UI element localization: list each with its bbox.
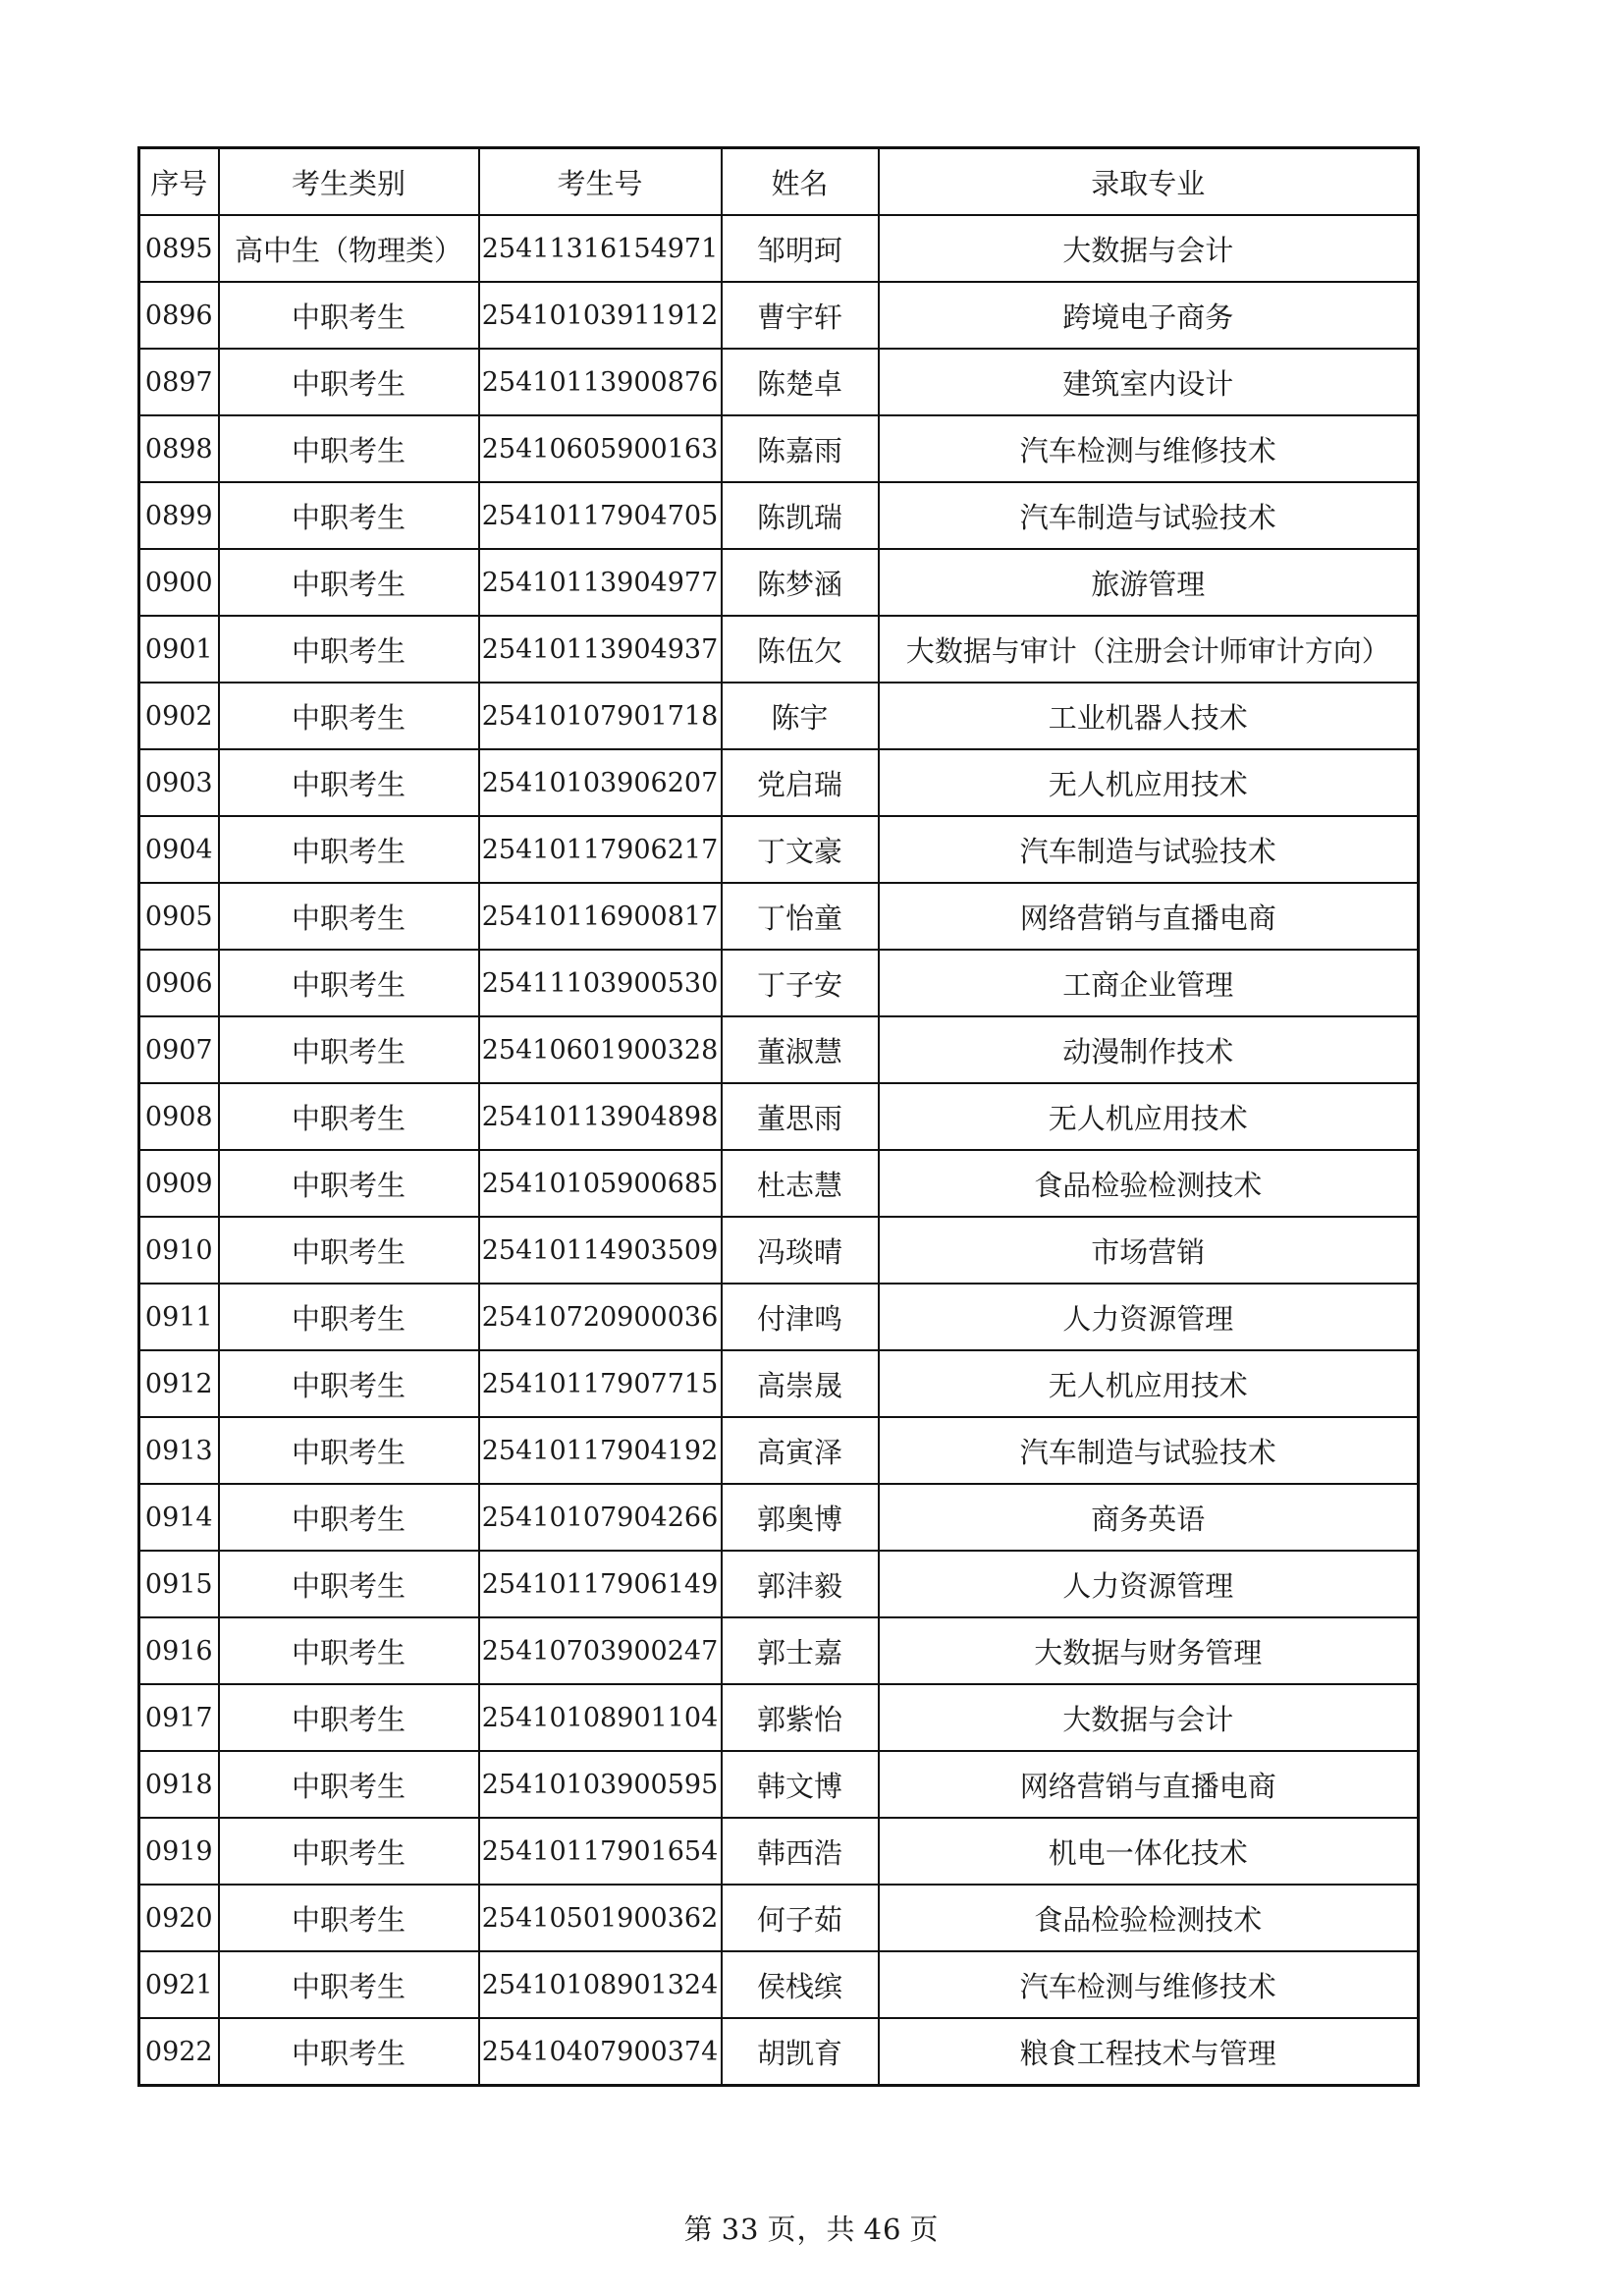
cell-name: 陈梦涵 bbox=[722, 549, 879, 616]
cell-exam-id: 25410605900163 bbox=[479, 415, 722, 482]
cell-seq: 0895 bbox=[139, 215, 219, 282]
cell-major: 网络营销与直播电商 bbox=[879, 1751, 1419, 1818]
cell-exam-id: 25410107901718 bbox=[479, 683, 722, 749]
cell-exam-id: 25410720900036 bbox=[479, 1284, 722, 1350]
cell-major: 汽车制造与试验技术 bbox=[879, 816, 1419, 883]
table-header-row bbox=[139, 148, 1419, 216]
cell-exam-id: 25410113904977 bbox=[479, 549, 722, 616]
table-row bbox=[139, 1417, 1419, 1484]
cell-seq: 0904 bbox=[139, 816, 219, 883]
cell-seq: 0901 bbox=[139, 616, 219, 683]
table-row bbox=[139, 816, 1419, 883]
header-name: 姓名 bbox=[722, 148, 879, 216]
cell-category: 中职考生 bbox=[219, 1217, 479, 1284]
cell-exam-id: 25410107904266 bbox=[479, 1484, 722, 1551]
table-row bbox=[139, 1951, 1419, 2018]
cell-seq: 0898 bbox=[139, 415, 219, 482]
cell-name: 韩西浩 bbox=[722, 1818, 879, 1885]
cell-category: 中职考生 bbox=[219, 1484, 479, 1551]
table-body bbox=[139, 215, 1419, 2086]
cell-major: 无人机应用技术 bbox=[879, 749, 1419, 816]
cell-name: 陈伍欠 bbox=[722, 616, 879, 683]
cell-seq: 0905 bbox=[139, 883, 219, 950]
cell-exam-id: 25410113904898 bbox=[479, 1083, 722, 1150]
cell-exam-id: 25410601900328 bbox=[479, 1016, 722, 1083]
cell-category: 中职考生 bbox=[219, 1350, 479, 1417]
cell-major: 工业机器人技术 bbox=[879, 683, 1419, 749]
cell-major: 建筑室内设计 bbox=[879, 349, 1419, 415]
table-row bbox=[139, 349, 1419, 415]
cell-exam-id: 25410116900817 bbox=[479, 883, 722, 950]
cell-seq: 0909 bbox=[139, 1150, 219, 1217]
cell-category: 中职考生 bbox=[219, 482, 479, 549]
cell-name: 何子茹 bbox=[722, 1885, 879, 1951]
cell-major: 市场营销 bbox=[879, 1217, 1419, 1284]
cell-major: 食品检验检测技术 bbox=[879, 1150, 1419, 1217]
cell-major: 大数据与会计 bbox=[879, 215, 1419, 282]
cell-name: 曹宇轩 bbox=[722, 282, 879, 349]
cell-exam-id: 25410114903509 bbox=[479, 1217, 722, 1284]
cell-major: 汽车检测与维修技术 bbox=[879, 1951, 1419, 2018]
cell-category: 中职考生 bbox=[219, 1751, 479, 1818]
cell-exam-id: 25410407900374 bbox=[479, 2018, 722, 2086]
cell-major: 旅游管理 bbox=[879, 549, 1419, 616]
cell-seq: 0907 bbox=[139, 1016, 219, 1083]
cell-exam-id: 25410117906217 bbox=[479, 816, 722, 883]
cell-category: 中职考生 bbox=[219, 1150, 479, 1217]
cell-exam-id: 25410113900876 bbox=[479, 349, 722, 415]
cell-category: 中职考生 bbox=[219, 950, 479, 1016]
cell-exam-id: 25410117904705 bbox=[479, 482, 722, 549]
admission-table-container bbox=[137, 146, 1420, 2087]
cell-exam-id: 25410108901104 bbox=[479, 1684, 722, 1751]
cell-name: 高寅泽 bbox=[722, 1417, 879, 1484]
table-row bbox=[139, 1751, 1419, 1818]
cell-name: 侯栈缤 bbox=[722, 1951, 879, 2018]
table-row bbox=[139, 1083, 1419, 1150]
table-row bbox=[139, 482, 1419, 549]
cell-name: 郭奥博 bbox=[722, 1484, 879, 1551]
cell-seq: 0915 bbox=[139, 1551, 219, 1617]
table-row bbox=[139, 1617, 1419, 1684]
cell-name: 邹明珂 bbox=[722, 215, 879, 282]
cell-seq: 0918 bbox=[139, 1751, 219, 1818]
cell-exam-id: 25410108901324 bbox=[479, 1951, 722, 2018]
cell-major: 无人机应用技术 bbox=[879, 1083, 1419, 1150]
footer-prefix: 第 bbox=[683, 2213, 714, 2246]
table-row bbox=[139, 616, 1419, 683]
footer-suffix: 页 bbox=[909, 2213, 940, 2246]
cell-category: 中职考生 bbox=[219, 749, 479, 816]
cell-exam-id: 25410501900362 bbox=[479, 1885, 722, 1951]
cell-name: 郭沣毅 bbox=[722, 1551, 879, 1617]
cell-category: 中职考生 bbox=[219, 1818, 479, 1885]
cell-seq: 0920 bbox=[139, 1885, 219, 1951]
cell-seq: 0921 bbox=[139, 1951, 219, 2018]
cell-seq: 0900 bbox=[139, 549, 219, 616]
cell-seq: 0903 bbox=[139, 749, 219, 816]
cell-exam-id: 25411316154971 bbox=[479, 215, 722, 282]
cell-name: 陈凯瑞 bbox=[722, 482, 879, 549]
cell-name: 韩文博 bbox=[722, 1751, 879, 1818]
cell-major: 汽车制造与试验技术 bbox=[879, 1417, 1419, 1484]
cell-category: 中职考生 bbox=[219, 2018, 479, 2086]
table-row bbox=[139, 683, 1419, 749]
table-row bbox=[139, 2018, 1419, 2086]
cell-name: 丁文豪 bbox=[722, 816, 879, 883]
cell-category: 中职考生 bbox=[219, 1083, 479, 1150]
cell-category: 中职考生 bbox=[219, 1684, 479, 1751]
cell-seq: 0899 bbox=[139, 482, 219, 549]
cell-seq: 0917 bbox=[139, 1684, 219, 1751]
cell-name: 党启瑞 bbox=[722, 749, 879, 816]
cell-name: 冯琰晴 bbox=[722, 1217, 879, 1284]
cell-major: 商务英语 bbox=[879, 1484, 1419, 1551]
cell-category: 中职考生 bbox=[219, 883, 479, 950]
cell-seq: 0896 bbox=[139, 282, 219, 349]
cell-name: 陈宇 bbox=[722, 683, 879, 749]
table-row bbox=[139, 1350, 1419, 1417]
cell-exam-id: 25410103911912 bbox=[479, 282, 722, 349]
cell-exam-id: 25410703900247 bbox=[479, 1617, 722, 1684]
cell-exam-id: 25410103906207 bbox=[479, 749, 722, 816]
table-row bbox=[139, 749, 1419, 816]
cell-major: 粮食工程技术与管理 bbox=[879, 2018, 1419, 2086]
cell-name: 董思雨 bbox=[722, 1083, 879, 1150]
cell-seq: 0919 bbox=[139, 1818, 219, 1885]
cell-name: 陈嘉雨 bbox=[722, 415, 879, 482]
cell-category: 中职考生 bbox=[219, 1885, 479, 1951]
footer-middle: 页，共 bbox=[767, 2213, 856, 2246]
admission-table bbox=[137, 146, 1420, 2087]
cell-major: 食品检验检测技术 bbox=[879, 1885, 1419, 1951]
table-row bbox=[139, 1885, 1419, 1951]
cell-name: 付津鸣 bbox=[722, 1284, 879, 1350]
cell-name: 杜志慧 bbox=[722, 1150, 879, 1217]
cell-category: 中职考生 bbox=[219, 616, 479, 683]
cell-name: 郭士嘉 bbox=[722, 1617, 879, 1684]
cell-exam-id: 25410117906149 bbox=[479, 1551, 722, 1617]
cell-major: 跨境电子商务 bbox=[879, 282, 1419, 349]
cell-category: 中职考生 bbox=[219, 282, 479, 349]
cell-major: 动漫制作技术 bbox=[879, 1016, 1419, 1083]
cell-major: 汽车制造与试验技术 bbox=[879, 482, 1419, 549]
footer-current-page: 33 bbox=[721, 2213, 760, 2246]
cell-seq: 0910 bbox=[139, 1217, 219, 1284]
table-row bbox=[139, 1484, 1419, 1551]
cell-category: 中职考生 bbox=[219, 415, 479, 482]
table-row bbox=[139, 1551, 1419, 1617]
table-row bbox=[139, 1284, 1419, 1350]
cell-name: 董淑慧 bbox=[722, 1016, 879, 1083]
header-category: 考生类别 bbox=[219, 148, 479, 216]
header-major: 录取专业 bbox=[879, 148, 1419, 216]
cell-name: 陈楚卓 bbox=[722, 349, 879, 415]
cell-name: 丁怡童 bbox=[722, 883, 879, 950]
cell-category: 中职考生 bbox=[219, 549, 479, 616]
cell-category: 中职考生 bbox=[219, 816, 479, 883]
cell-category: 中职考生 bbox=[219, 349, 479, 415]
cell-category: 中职考生 bbox=[219, 1951, 479, 2018]
cell-major: 机电一体化技术 bbox=[879, 1818, 1419, 1885]
cell-name: 丁子安 bbox=[722, 950, 879, 1016]
cell-major: 汽车检测与维修技术 bbox=[879, 415, 1419, 482]
cell-category: 中职考生 bbox=[219, 1417, 479, 1484]
cell-category: 中职考生 bbox=[219, 1016, 479, 1083]
header-seq: 序号 bbox=[139, 148, 219, 216]
table-row bbox=[139, 950, 1419, 1016]
cell-category: 中职考生 bbox=[219, 1617, 479, 1684]
cell-exam-id: 25410103900595 bbox=[479, 1751, 722, 1818]
cell-exam-id: 25410117904192 bbox=[479, 1417, 722, 1484]
header-exam-id: 考生号 bbox=[479, 148, 722, 216]
table-row bbox=[139, 1217, 1419, 1284]
table-row bbox=[139, 215, 1419, 282]
cell-name: 高崇晟 bbox=[722, 1350, 879, 1417]
cell-major: 大数据与财务管理 bbox=[879, 1617, 1419, 1684]
cell-category: 中职考生 bbox=[219, 683, 479, 749]
table-row bbox=[139, 549, 1419, 616]
cell-seq: 0922 bbox=[139, 2018, 219, 2086]
cell-seq: 0897 bbox=[139, 349, 219, 415]
cell-seq: 0902 bbox=[139, 683, 219, 749]
table-row bbox=[139, 1150, 1419, 1217]
cell-exam-id: 25410117907715 bbox=[479, 1350, 722, 1417]
cell-seq: 0911 bbox=[139, 1284, 219, 1350]
cell-exam-id: 25411103900530 bbox=[479, 950, 722, 1016]
cell-major: 无人机应用技术 bbox=[879, 1350, 1419, 1417]
cell-major: 工商企业管理 bbox=[879, 950, 1419, 1016]
cell-seq: 0913 bbox=[139, 1417, 219, 1484]
table-row bbox=[139, 1684, 1419, 1751]
cell-category: 中职考生 bbox=[219, 1284, 479, 1350]
table-row bbox=[139, 415, 1419, 482]
cell-category: 中职考生 bbox=[219, 1551, 479, 1617]
table-row bbox=[139, 883, 1419, 950]
cell-major: 人力资源管理 bbox=[879, 1284, 1419, 1350]
cell-exam-id: 25410105900685 bbox=[479, 1150, 722, 1217]
cell-seq: 0908 bbox=[139, 1083, 219, 1150]
cell-exam-id: 25410117901654 bbox=[479, 1818, 722, 1885]
table-row bbox=[139, 1016, 1419, 1083]
cell-seq: 0912 bbox=[139, 1350, 219, 1417]
cell-name: 郭紫怡 bbox=[722, 1684, 879, 1751]
cell-major: 大数据与审计（注册会计师审计方向） bbox=[879, 616, 1419, 683]
cell-name: 胡凯育 bbox=[722, 2018, 879, 2086]
cell-seq: 0914 bbox=[139, 1484, 219, 1551]
cell-major: 大数据与会计 bbox=[879, 1684, 1419, 1751]
page-footer bbox=[0, 2208, 1623, 2248]
cell-major: 网络营销与直播电商 bbox=[879, 883, 1419, 950]
cell-seq: 0906 bbox=[139, 950, 219, 1016]
cell-major: 人力资源管理 bbox=[879, 1551, 1419, 1617]
table-row bbox=[139, 282, 1419, 349]
table-row bbox=[139, 1818, 1419, 1885]
cell-exam-id: 25410113904937 bbox=[479, 616, 722, 683]
cell-seq: 0916 bbox=[139, 1617, 219, 1684]
cell-category: 高中生（物理类） bbox=[219, 215, 479, 282]
footer-total-pages: 46 bbox=[863, 2213, 902, 2246]
